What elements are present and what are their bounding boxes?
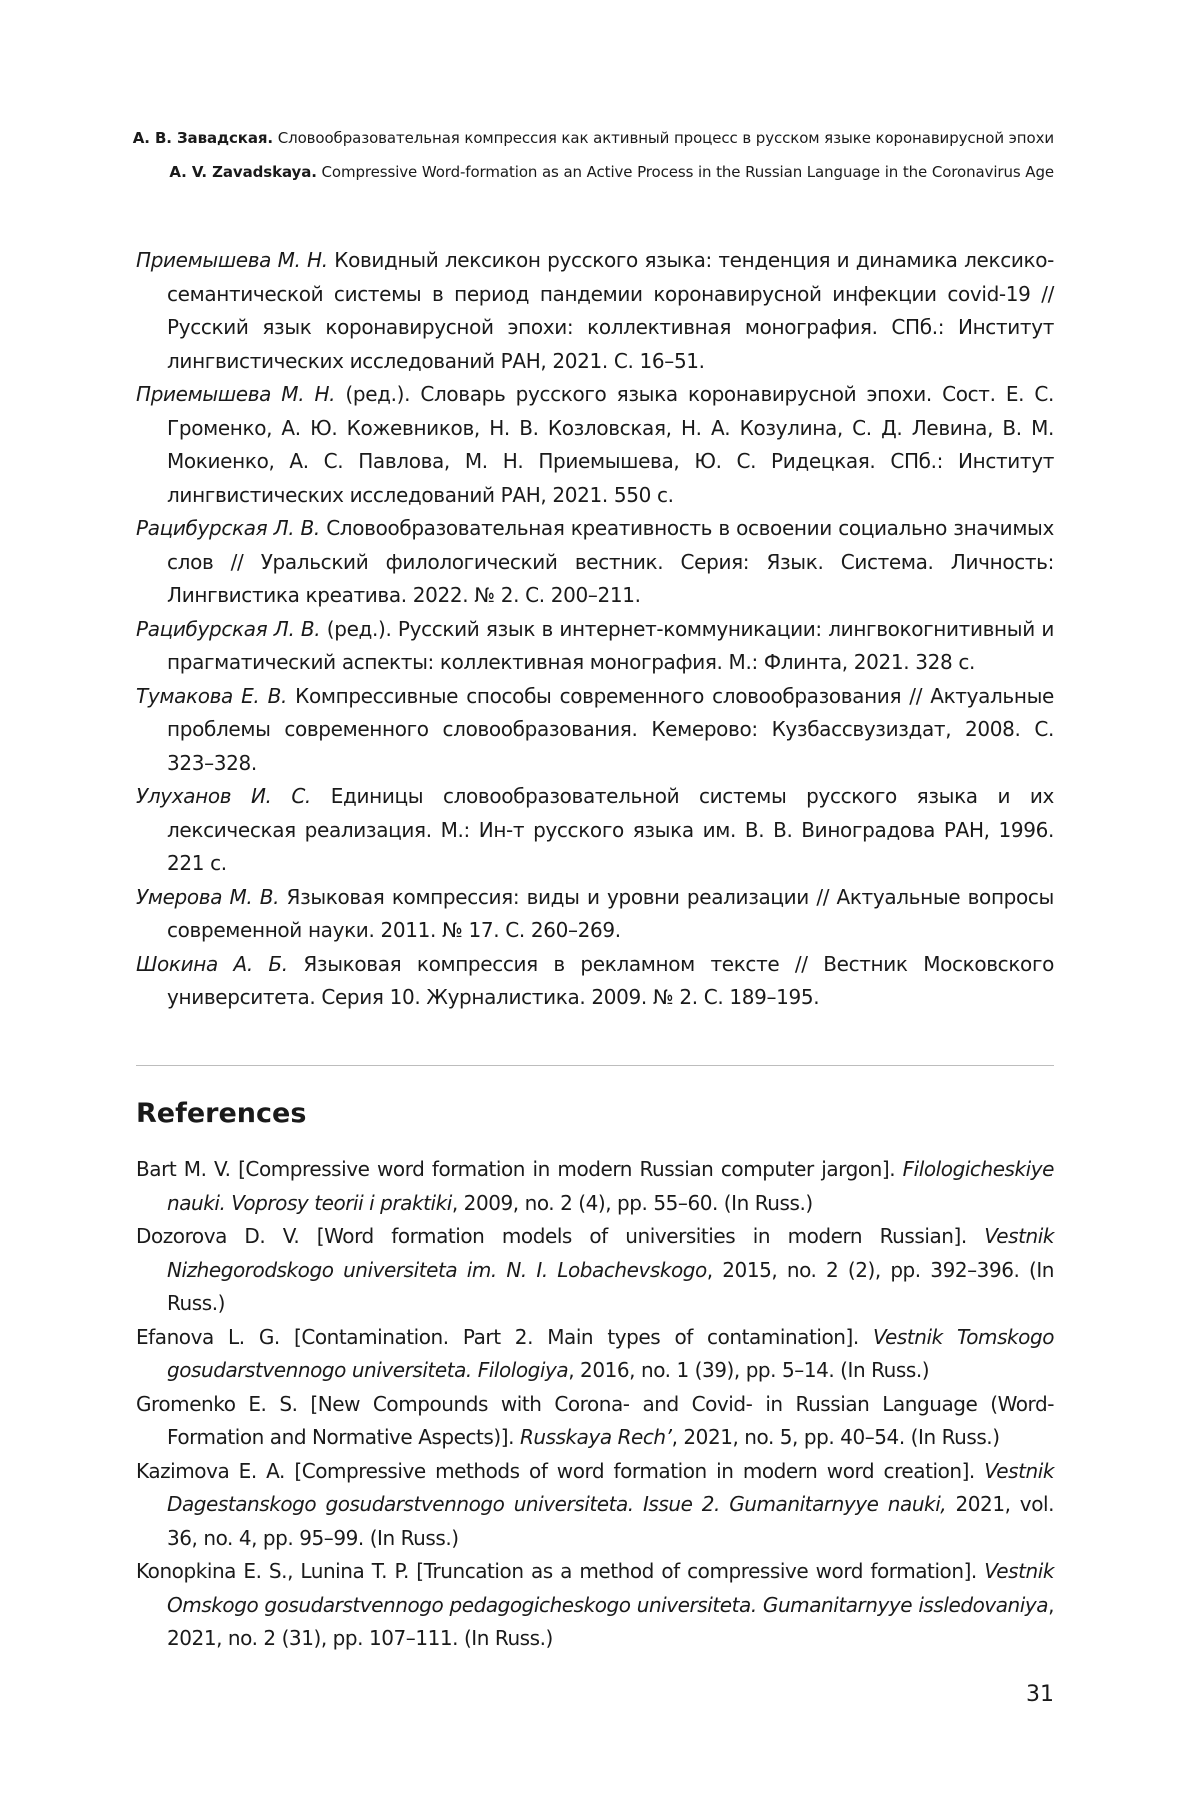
reference-item [136, 378, 1054, 512]
reference-author: Рацибурская Л. В. [136, 616, 321, 641]
reference-text: (ред.). Русский язык в интернет-коммуникации: лингвокогнитивный и прагматический аспекты: коллективная монография. М.: Флинта, 2021. 328 с. [167, 616, 1054, 674]
russian-reference-list [136, 244, 1054, 1015]
reference-author: Умерова М. В. [136, 884, 280, 909]
reference-details: , 2021, no. 2 (31), pp. 107–111. (In Russ.) [167, 1592, 1054, 1650]
reference-author: Тумакова Е. В. [136, 683, 287, 708]
reference-text: Kazimova E. A. [Compressive methods of word formation in modern word creation]. [136, 1458, 985, 1483]
reference-details: , 2021, no. 5, pp. 40–54. (In Russ.) [671, 1425, 1000, 1449]
reference-details: , 2015, no. 2 (2), pp. 392–396. (In Russ.) [167, 1257, 1055, 1315]
header-en-title: Compressive Word-formation as an Active Process in the Russian Language in the Coronavirus Age [321, 163, 1054, 181]
reference-text: Единицы словообразовательной системы русского языка и их лексическая реализация. М.: Ин-т русского языка им. В. В. Виноградова РАН, 1996. 221 с. [167, 784, 1054, 875]
reference-journal: Russkaya Rech’ [519, 1425, 672, 1449]
reference-journal: Vestnik Dagestanskogo gosudarstvennogo universiteta. Issue 2. Gumanitarnyye nauki, [167, 1458, 1054, 1516]
running-header-ru [133, 129, 1054, 147]
reference-item [136, 1555, 1054, 1656]
reference-details: 2021, vol. 36, no. 4, pp. 95–99. (In Russ.) [167, 1492, 1054, 1550]
page-number: 31 [1026, 1682, 1054, 1707]
reference-text: Компрессивные способы современного словообразования // Актуальные проблемы современного словообразования. Кемерово: Кузбассвузиздат, 2008. С. 323–328. [167, 683, 1054, 775]
reference-journal: Vestnik Nizhegorodskogo universiteta im. N. I. Lobachevskogo [167, 1224, 1054, 1282]
header-en-author: A. V. Zavadskaya. [169, 163, 317, 181]
reference-journal: Vestnik Omskogo gosudarstvennogo pedagogicheskogo universiteta. Gumanitarnyye issledovaniya [167, 1559, 1054, 1617]
reference-author: Шокина А. Б. [136, 951, 288, 976]
reference-text: Ковидный лексикон русского языка: тенденция и динамика лексико-семантической системы в период пандемии коронавирусной инфекции covid-19 // Русский язык коронавирусной эпохи: коллективная монография. СПб.: Институт лингвистических исследований РАН, 2021. С. 16–51. [167, 248, 1054, 373]
reference-item [136, 1153, 1054, 1220]
reference-author: Приемышева М. Н. [136, 382, 336, 406]
reference-text: Языковая компрессия в рекламном тексте // Вестник Московского университета. Серия 10. Журналистика. 2009. № 2. С. 189–195. [167, 951, 1054, 1009]
reference-details: , 2009, no. 2 (4), pp. 55–60. (In Russ.) [451, 1190, 813, 1215]
reference-item [136, 244, 1054, 378]
reference-author: Приемышева М. Н. [136, 248, 328, 272]
reference-item [136, 1321, 1054, 1388]
reference-item [136, 613, 1054, 680]
reference-author: Рацибурская Л. В. [136, 516, 320, 540]
english-reference-list [136, 1153, 1054, 1656]
reference-journal: Filologicheskiye nauki. Voprosy teorii i praktiki [167, 1157, 1054, 1215]
reference-author: Улуханов И. С. [136, 784, 311, 808]
running-header-en [169, 163, 1054, 181]
reference-text: Gromenko E. S. [New Compounds with Corona- and Covid- in Russian Language (Word-Formation and Normative Aspects)]. [136, 1391, 1054, 1449]
section-divider [136, 1065, 1054, 1066]
header-ru-author: А. В. Завадская. [132, 129, 274, 147]
reference-item [136, 780, 1054, 881]
reference-text: (ред.). Словарь русского языка коронавирусной эпохи. Сост. Е. С. Громенко, А. Ю. Кожевников, Н. В. Козловская, Н. А. Козулина, С. Д. Левина, В. М. Мокиенко, А. С. Павлова, М. Н. Приемышева, Ю. С. Ридецкая. СПб.: Институт лингвистических исследований РАН, 2021. 550 с. [167, 382, 1054, 507]
reference-text: Efanova L. G. [Contamination. Part 2. Main types of contamination]. [136, 1324, 873, 1349]
reference-item [136, 680, 1054, 781]
reference-text: Dozorova D. V. [Word formation models of universities in modern Russian]. [136, 1224, 985, 1248]
reference-text: Языковая компрессия: виды и уровни реализации // Актуальные вопросы современной науки. 2011. № 17. С. 260–269. [167, 884, 1054, 942]
reference-item [136, 1455, 1054, 1556]
reference-item [136, 881, 1054, 948]
reference-text: Словообразовательная креативность в освоении социально значимых слов // Уральский филологический вестник. Серия: Язык. Система. Личность: Лингвистика креатива. 2022. № 2. С. 200–211. [167, 516, 1054, 607]
reference-journal: Vestnik Tomskogo gosudarstvennogo universiteta. Filologiya [167, 1324, 1054, 1382]
references-heading: References [136, 1098, 307, 1129]
reference-text: Bart M. V. [Compressive word formation in modern Russian computer jargon]. [136, 1157, 903, 1181]
reference-item [136, 948, 1054, 1015]
header-ru-title: Словообразовательная компрессия как активный процесс в русском языке коронавирусной эпохи [277, 129, 1054, 147]
reference-item [136, 1220, 1054, 1321]
reference-item [136, 1388, 1054, 1455]
reference-details: , 2016, no. 1 (39), pp. 5–14. (In Russ.) [568, 1358, 930, 1382]
reference-text: Konopkina E. S., Lunina T. P. [Truncation as a method of compressive word formation]. [136, 1559, 985, 1583]
reference-item [136, 512, 1054, 613]
